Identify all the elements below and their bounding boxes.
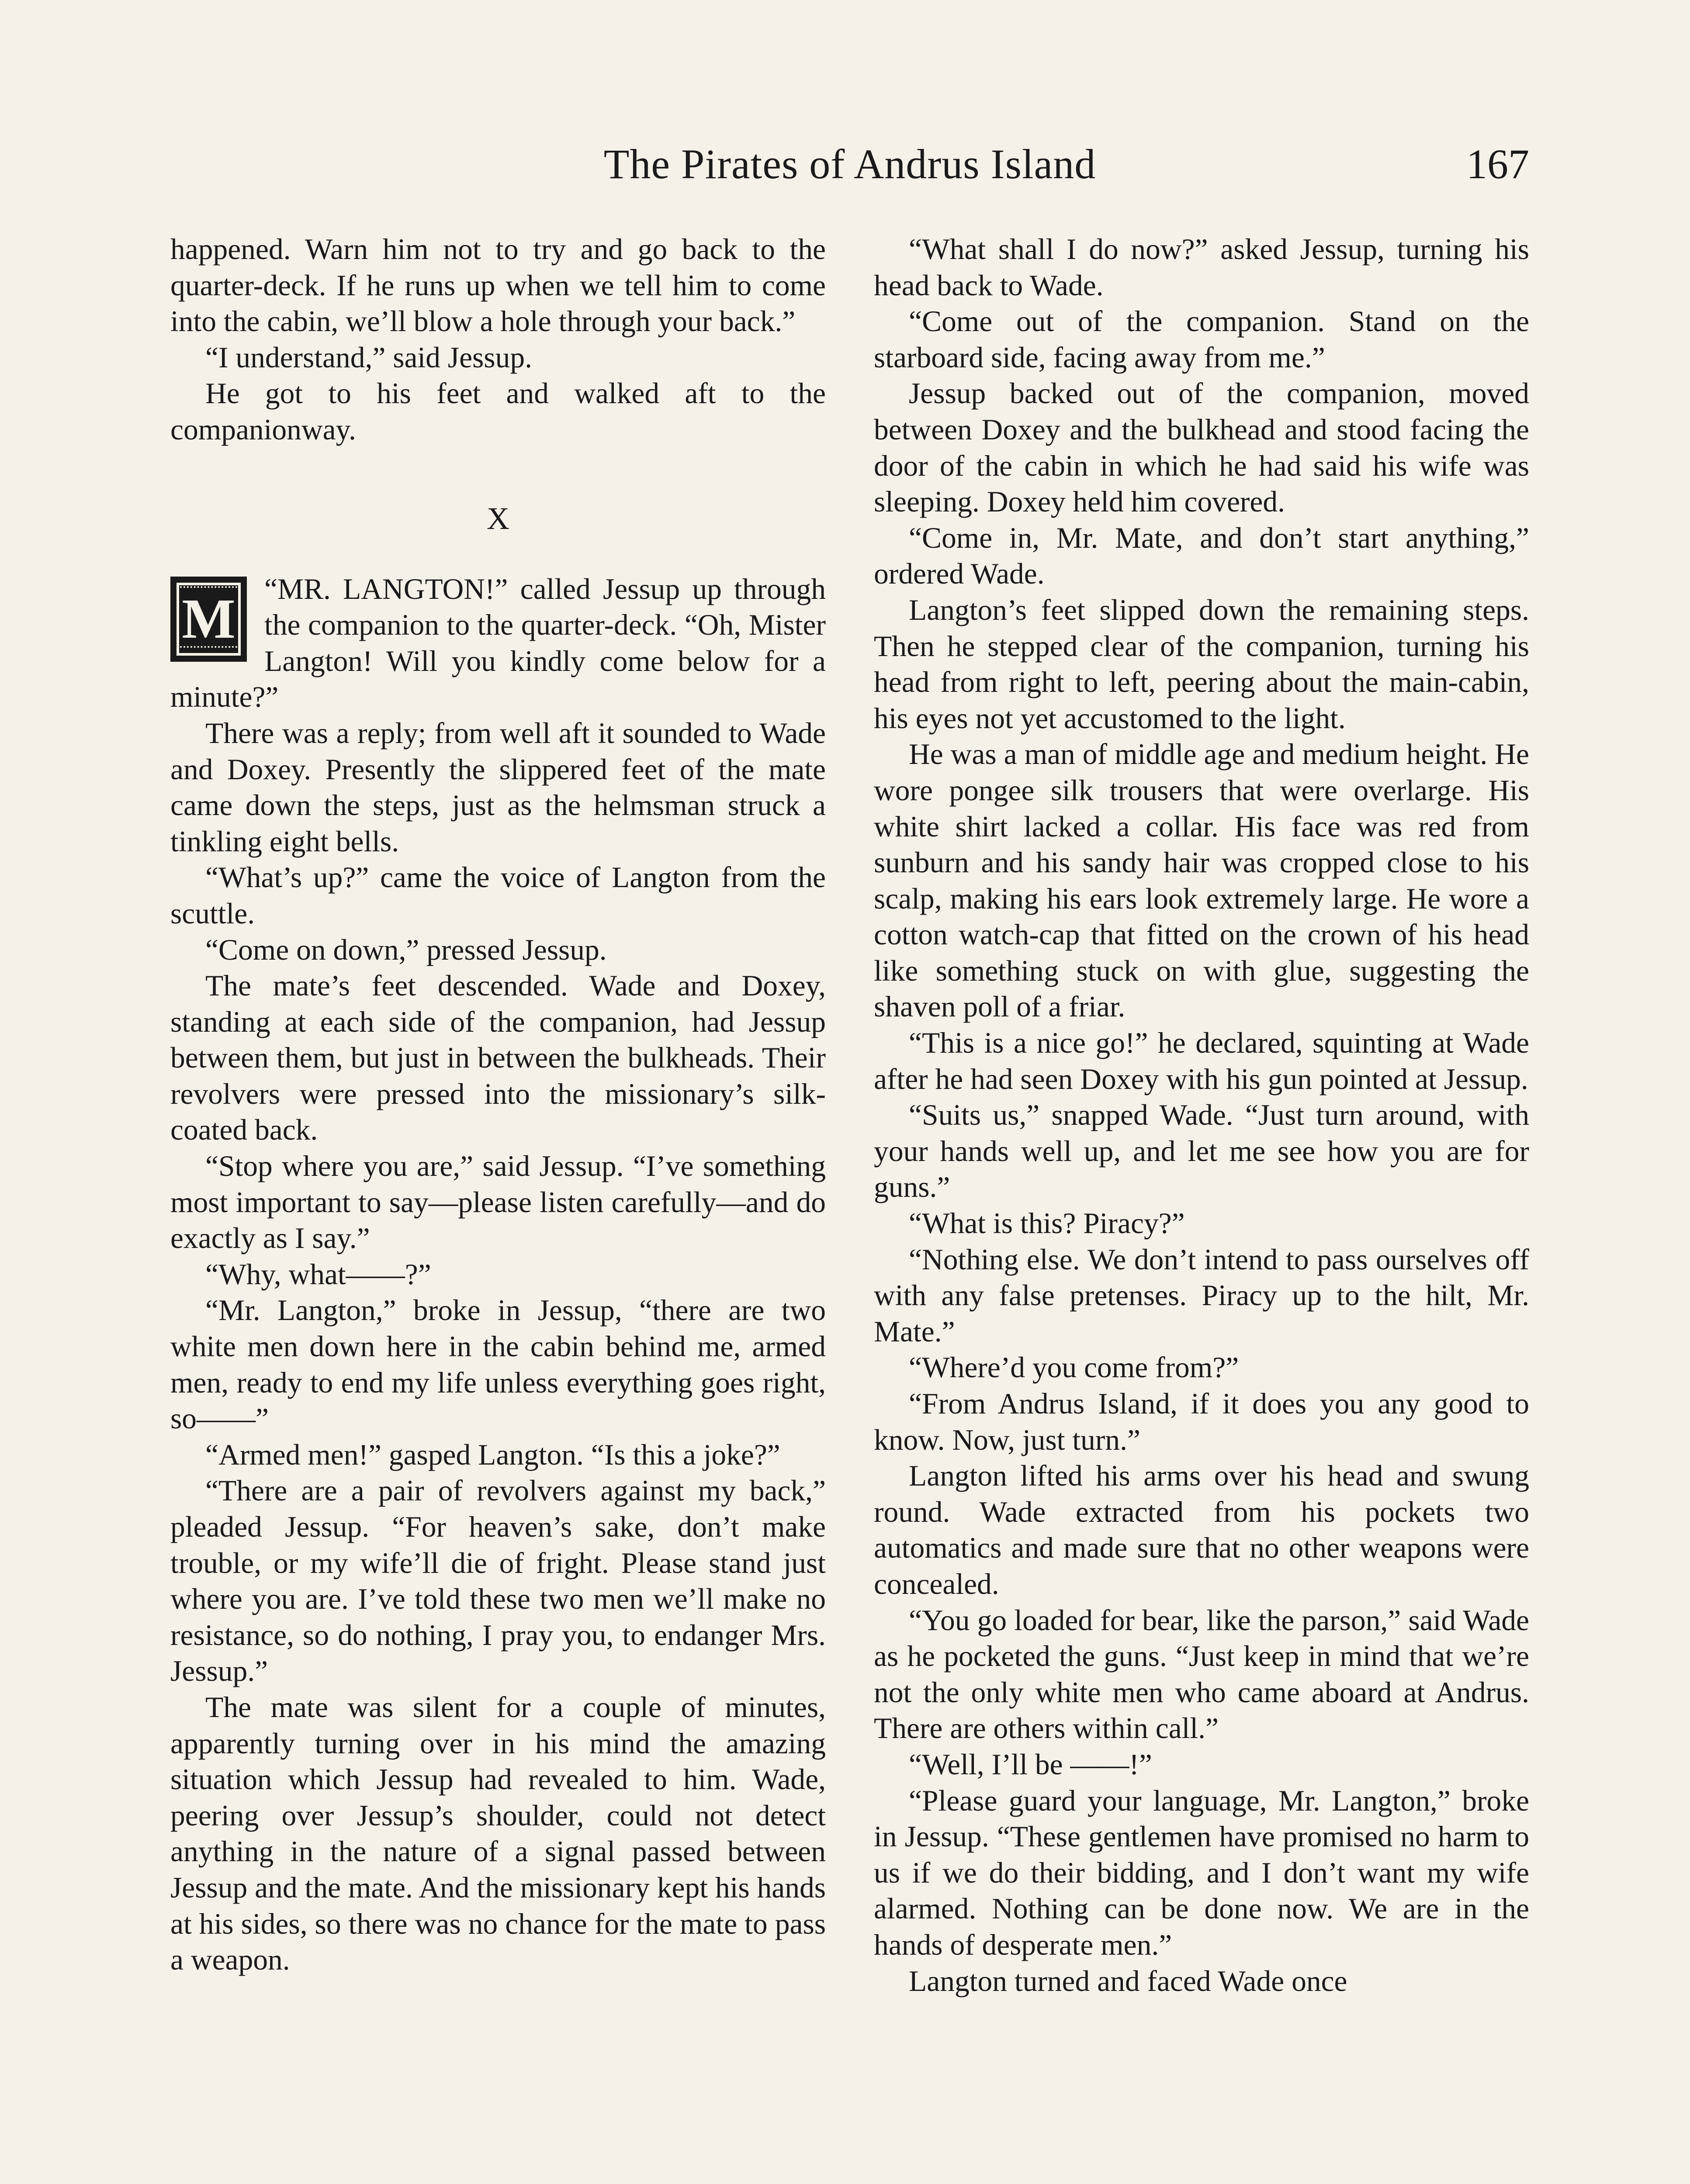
paragraph: “Come in, Mr. Mate, and don’t start anything,” ordered Wade.	[874, 521, 1529, 591]
paragraph: “Come on down,” pressed Jessup.	[205, 933, 607, 966]
running-title: The Pirates of Andrus Island	[603, 141, 1096, 187]
paragraph: The mate was silent for a couple of minutes, apparently turning over in his mind the amazing situation which Jessup had revealed to him. Wade, peering over Jessup’s shoulder, could not detect anything in the nature of a signal passed between Jessup and the mate. And the missionary kept his hands at his sides, so there was no chance for the mate to pass a weapon.	[170, 1690, 826, 1977]
paragraph: “You go loaded for bear, like the parson,” said Wade as he pocketed the guns. “Just keep in mind that we’re not the only white men who came aboard at Andrus. There are others within call.”	[874, 1603, 1529, 1745]
dropcap-paragraph	[170, 571, 826, 715]
paragraph: “Well, I’ll be ——!”	[909, 1748, 1152, 1781]
page-number: 167	[1466, 141, 1529, 187]
right-column	[874, 232, 1529, 1999]
paragraph: The mate’s feet descended. Wade and Doxey, standing at each side of the companion, had Jessup between them, but just in between the bulkheads. Their revolvers were pressed into the missionary’s silk-coated back.	[170, 969, 826, 1147]
paragraph: Jessup backed out of the companion, moved between Doxey and the bulkhead and stood facing the door of the cabin in which he had said his wife was sleeping. Doxey held him covered.	[874, 377, 1529, 518]
paragraph: “Why, what——?”	[205, 1258, 431, 1291]
paragraph: “Suits us,” snapped Wade. “Just turn around, with your hands well up, and let me see how you are for guns.”	[874, 1099, 1529, 1204]
paragraph: “Nothing else. We don’t intend to pass ourselves off with any false pretenses. Piracy up to the hilt, Mr. Mate.”	[874, 1243, 1529, 1348]
paragraph: happened. Warn him not to try and go back to the quarter-deck. If he runs up when we tell him to come into the cabin, we’ll blow a hole through your back.”	[170, 233, 826, 338]
chapter-heading: X	[487, 501, 509, 536]
paragraph: “What’s up?” came the voice of Langton from the scuttle.	[170, 861, 826, 930]
paragraph: “There are a pair of revolvers against my back,” pleaded Jessup. “For heaven’s sake, don’t make trouble, or my wife’ll die of fright. Please stand just where you are. I’ve told these two men we’ll make no resistance, so do nothing, I pray you, to endanger Mrs. Jessup.”	[170, 1474, 826, 1688]
paragraph: There was a reply; from well aft it sounded to Wade and Doxey. Presently the slippered feet of the mate came down the steps, just as the helmsman struck a tinkling eight bells.	[170, 716, 826, 858]
paragraph: He was a man of middle age and medium height. He wore pongee silk trousers that were overlarge. His white shirt lacked a collar. His face was red from sunburn and his sandy hair was cropped close to his scalp, making his ears look extremely large. He wore a cotton watch-cap that fitted on the crown of his head like something stuck on with glue, suggesting the shaven poll of a friar.	[874, 738, 1529, 1023]
ornamental-dropcap-icon	[170, 577, 247, 662]
dropcap-letter: M	[182, 587, 235, 651]
dropcap-paragraph-text: “MR. LANGTON!” called Jessup up through the companion to the quarter-deck. “Oh, Mister Langton! Will you kindly come below for a minute?”	[170, 572, 826, 714]
left-column	[170, 232, 826, 1978]
paragraph: “Armed men!” gasped Langton. “Is this a joke?”	[205, 1438, 780, 1471]
paragraph: “This is a nice go!” he declared, squinting at Wade after he had seen Doxey with his gun pointed at Jessup.	[874, 1026, 1529, 1095]
paragraph: “I understand,” said Jessup.	[205, 341, 532, 374]
paragraph: He got to his feet and walked aft to the companionway.	[170, 377, 826, 446]
paragraph: “Please guard your language, Mr. Langton,” broke in Jessup. “These gentlemen have promised no harm to us if we do their bidding, and I don’t want my wife alarmed. Nothing can be done now. We are in the hands of desperate men.”	[874, 1784, 1529, 1961]
paragraph: Langton turned and faced Wade once	[909, 1964, 1347, 1997]
paragraph: “What shall I do now?” asked Jessup, turning his head back to Wade.	[874, 233, 1529, 302]
paragraph: “From Andrus Island, if it does you any good to know. Now, just turn.”	[874, 1387, 1529, 1456]
paragraph: “Come out of the companion. Stand on the starboard side, facing away from me.”	[874, 305, 1529, 374]
paragraph: Langton lifted his arms over his head and swung round. Wade extracted from his pockets two automatics and made sure that no other weapons were concealed.	[874, 1459, 1529, 1600]
paragraph: Langton’s feet slipped down the remaining steps. Then he stepped clear of the companion, turning his head from right to left, peering about the main-cabin, his eyes not yet accustomed to the light.	[874, 593, 1529, 735]
page-header	[170, 131, 1529, 197]
paragraph: “Stop where you are,” said Jessup. “I’ve something most important to say—please listen carefully—and do exactly as I say.”	[170, 1150, 826, 1255]
paragraph: “What is this? Piracy?”	[909, 1207, 1185, 1240]
paragraph: “Where’d you come from?”	[909, 1351, 1239, 1384]
paragraph: “Mr. Langton,” broke in Jessup, “there are two white men down here in the cabin behind me, armed men, ready to end my life unless everything goes right, so——”	[170, 1294, 826, 1435]
